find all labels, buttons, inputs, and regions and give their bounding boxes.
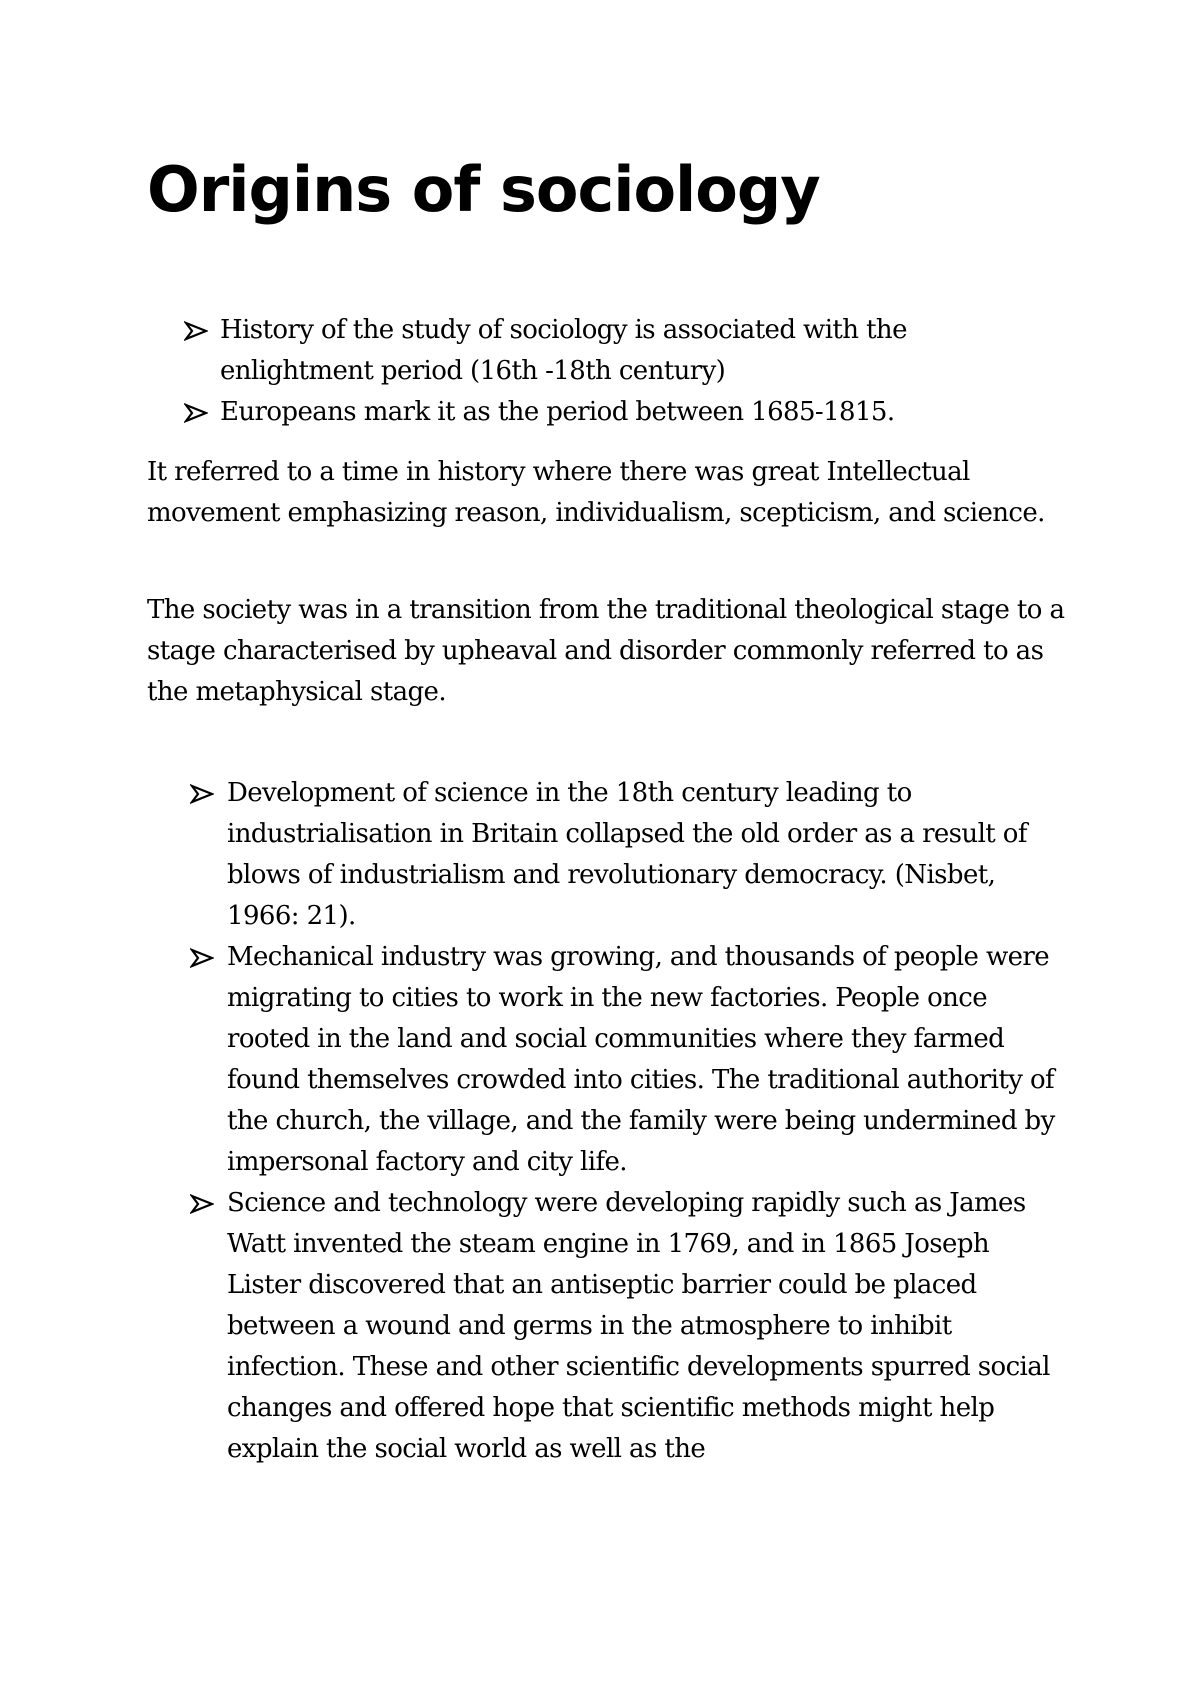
bullet-text: Mechanical industry was growing, and thousands of people were migrating to cities to work in the new factories. People once rooted in the land and social communities where they farmed found themselves crowded into cities. The traditional authority of the church, the village, and the family were being undermined by impersonal factory and city life. [227,942,1055,1177]
arrowhead-bullet-icon [184,310,210,351]
intro-bullet-list [184,310,1064,433]
bullet-text: Science and technology were developing rapidly such as James Watt invented the steam engine in 1769, and in 1865 Joseph Lister discovered that an antiseptic barrier could be placed between a wound and germs in the atmosphere to inhibit infection. These and other scientific developments spurred social changes and offered hope that scientific methods might help explain the social world as well as the [227,1188,1050,1464]
list-item [190,937,1070,1183]
arrowhead-bullet-icon [190,937,216,978]
bullet-text: Europeans mark it as the period between 1685-1815. [220,397,895,427]
list-item [184,310,1064,392]
arrowhead-bullet-icon [184,392,210,433]
bullet-text: Development of science in the 18th century leading to industrialisation in Britain collapsed the old order as a result of blows of industrialism and revolutionary democracy. (Nisbet, 1966: 21). [227,778,1027,931]
paragraph: It referred to a time in history where there was great Intellectual movement emphasizing reason, individualism, scepticism, and science. [147,457,1045,528]
list-item [184,392,1064,433]
list-item [190,1183,1070,1470]
paragraph: The society was in a transition from the traditional theological stage to a stage characterised by upheaval and disorder commonly referred to as the metaphysical stage. [147,595,1065,707]
bullet-text: History of the study of sociology is associated with the enlightment period (16th -18th century) [220,315,907,386]
arrowhead-bullet-icon [190,773,216,814]
arrowhead-bullet-icon [190,1183,216,1224]
page-title: Origins of sociology [147,153,820,226]
main-bullet-list [190,773,1070,1470]
list-item [190,773,1070,937]
